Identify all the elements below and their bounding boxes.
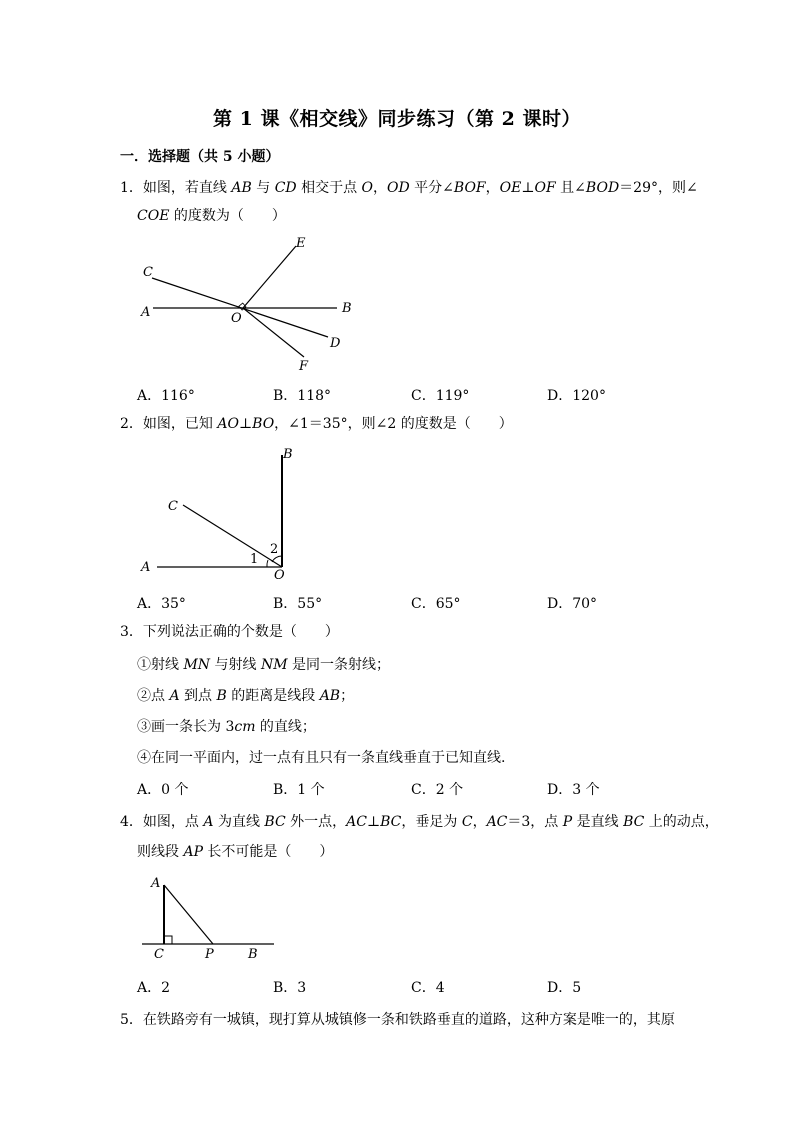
question-2-figure (135, 440, 305, 585)
angle-1-arc (267, 560, 268, 567)
question-1-figure (135, 230, 365, 380)
q1-option-a: A．116° (137, 388, 195, 404)
question-5-stem: 5．在铁路旁有一城镇，现打算从城镇修一条和铁路垂直的道路，这种方案是唯一的，其原 (120, 1012, 675, 1028)
q2-option-c: C．65° (411, 596, 461, 612)
q3-option-d: D．3 个 (547, 782, 600, 798)
label-a: A (151, 876, 161, 891)
label-a: A (141, 305, 151, 320)
q2-option-a: A．35° (137, 596, 186, 612)
label-c: C (143, 265, 153, 280)
label-b: B (248, 947, 258, 962)
label-o: O (231, 311, 242, 326)
ray-oc (183, 505, 282, 567)
question-3-stem: 3．下列说法正确的个数是（ ） (120, 624, 339, 640)
label-p: P (205, 947, 214, 962)
section-heading: 一．选择题（共 5 小题） (120, 149, 280, 165)
ray-oe (243, 246, 296, 308)
label-a: A (141, 560, 151, 575)
q3-option-a: A．0 个 (137, 782, 189, 798)
question-1-line-2: COE 的度数为（ ） (137, 208, 286, 224)
statement-1: ①射线 MN 与射线 NM 是同一条射线； (137, 657, 390, 673)
label-angle-2: 2 (270, 542, 279, 557)
ray-of (243, 308, 304, 357)
segment-ap (164, 885, 213, 944)
label-b: B (342, 301, 352, 316)
label-d: D (330, 336, 341, 351)
q3-option-b: B．1 个 (273, 782, 325, 798)
label-b: B (283, 447, 293, 462)
label-c: C (168, 499, 178, 514)
label-f: F (299, 359, 309, 374)
label-e: E (296, 236, 306, 251)
label-angle-1: 1 (250, 552, 259, 567)
q2-option-d: D．70° (547, 596, 598, 612)
statement-3: ③画一条长为 3cm 的直线； (137, 719, 316, 735)
label-o: O (274, 568, 285, 583)
q3-option-c: C．2 个 (411, 782, 464, 798)
question-2-stem: 2．如图，已知 AO⊥BO，∠1＝35°，则∠2 的度数是（ ） (120, 416, 513, 432)
question-4-line-2: 则线段 AP 长不可能是（ ） (137, 844, 334, 860)
right-angle-mark (164, 936, 172, 944)
question-4-line-1: 4．如图，点 A 为直线 BC 外一点，AC⊥BC，垂足为 C，AC＝3，点 P 是直线 BC 上的动点， (120, 814, 719, 830)
q4-option-d: D．5 (547, 980, 582, 996)
q1-option-d: D．120° (547, 388, 606, 404)
label-c: C (154, 947, 164, 962)
q4-option-a: A．2 (137, 980, 171, 996)
statement-2: ②点 A 到点 B 的距离是线段 AB； (137, 688, 355, 704)
question-4-figure (135, 868, 285, 968)
q2-option-b: B．55° (273, 596, 323, 612)
page-title: 第 1 课《相交线》同步练习（第 2 课时） (213, 108, 581, 130)
q1-option-c: C．119° (411, 388, 470, 404)
q4-option-c: C．4 (411, 980, 445, 996)
q4-option-b: B．3 (273, 980, 307, 996)
statement-4: ④在同一平面内，过一点有且只有一条直线垂直于已知直线. (137, 750, 506, 766)
q1-option-b: B．118° (273, 388, 332, 404)
question-1-line-1: 1．如图，若直线 AB 与 CD 相交于点 O，OD 平分∠BOF，OE⊥OF 且∠BOD＝29°，则∠ (120, 180, 698, 196)
